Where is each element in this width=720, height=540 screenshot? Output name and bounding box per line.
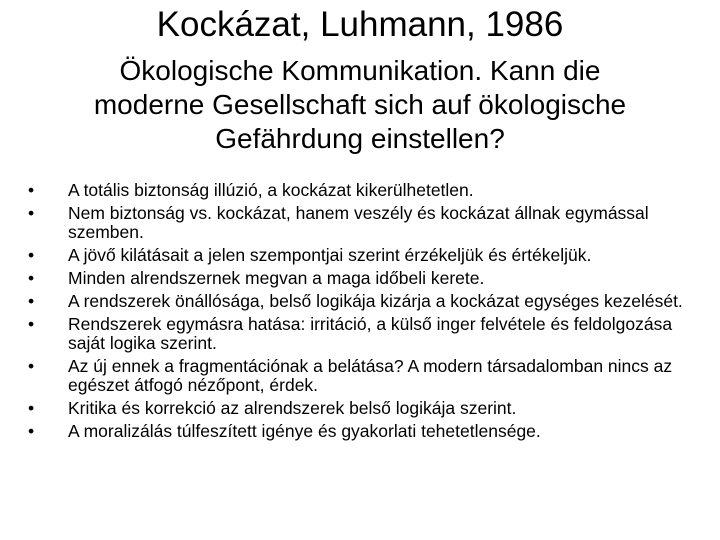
- bullet-item: [28, 357, 696, 395]
- bullet-item: [28, 292, 696, 311]
- slide-subtitle: [20, 54, 700, 156]
- bullet-text: Rendszerek egymásra hatása: irritáció, a külső inger felvétele és feldolgozása saját logika szerint.: [68, 314, 673, 353]
- bullet-marker: •: [28, 314, 35, 334]
- bullet-text: A rendszerek önállósága, belső logikája kizárja a kockázat egységes kezelését.: [68, 291, 683, 311]
- bullet-list: [28, 181, 696, 445]
- bullet-item: [28, 246, 696, 265]
- bullet-item: [28, 204, 696, 242]
- bullet-item: [28, 269, 696, 288]
- bullet-marker: •: [28, 398, 35, 418]
- bullet-marker: •: [28, 180, 35, 200]
- bullet-marker: •: [28, 203, 35, 223]
- bullet-marker: •: [28, 421, 35, 441]
- bullet-text: Minden alrendszernek megvan a maga időbeli kerete.: [68, 268, 485, 288]
- bullet-marker: •: [28, 291, 35, 311]
- bullet-marker: •: [28, 245, 35, 265]
- bullet-text: A jövő kilátásait a jelen szempontjai szerint érzékeljük és értékeljük.: [68, 245, 592, 265]
- bullet-marker: •: [28, 356, 35, 376]
- bullet-marker: •: [28, 268, 35, 288]
- subtitle-line: moderne Gesellschaft sich auf ökologische: [93, 89, 627, 120]
- bullet-item: [28, 399, 696, 418]
- bullet-text: A moralizálás túlfeszített igénye és gyakorlati tehetetlensége.: [68, 421, 541, 441]
- subtitle-line: Gefährdung einstellen?: [215, 123, 505, 154]
- bullet-text: Az új ennek a fragmentációnak a belátása? A modern társadalomban nincs az egészet átfogó nézőpont, érdek.: [68, 356, 673, 395]
- bullet-item: [28, 181, 696, 200]
- bullet-item: [28, 315, 696, 353]
- bullet-item: [28, 422, 696, 441]
- title-block: [20, 2, 700, 156]
- bullet-text: Kritika és korrekció az alrendszerek belső logikája szerint.: [68, 398, 517, 418]
- bullet-text: Nem biztonság vs. kockázat, hanem veszély és kockázat állnak egymással szemben.: [68, 203, 649, 242]
- subtitle-line: Ökologische Kommunikation. Kann die: [119, 55, 601, 86]
- slide-title: Kockázat, Luhmann, 1986: [156, 5, 564, 44]
- bullet-text: A totális biztonság illúzió, a kockázat kikerülhetetlen.: [68, 180, 474, 200]
